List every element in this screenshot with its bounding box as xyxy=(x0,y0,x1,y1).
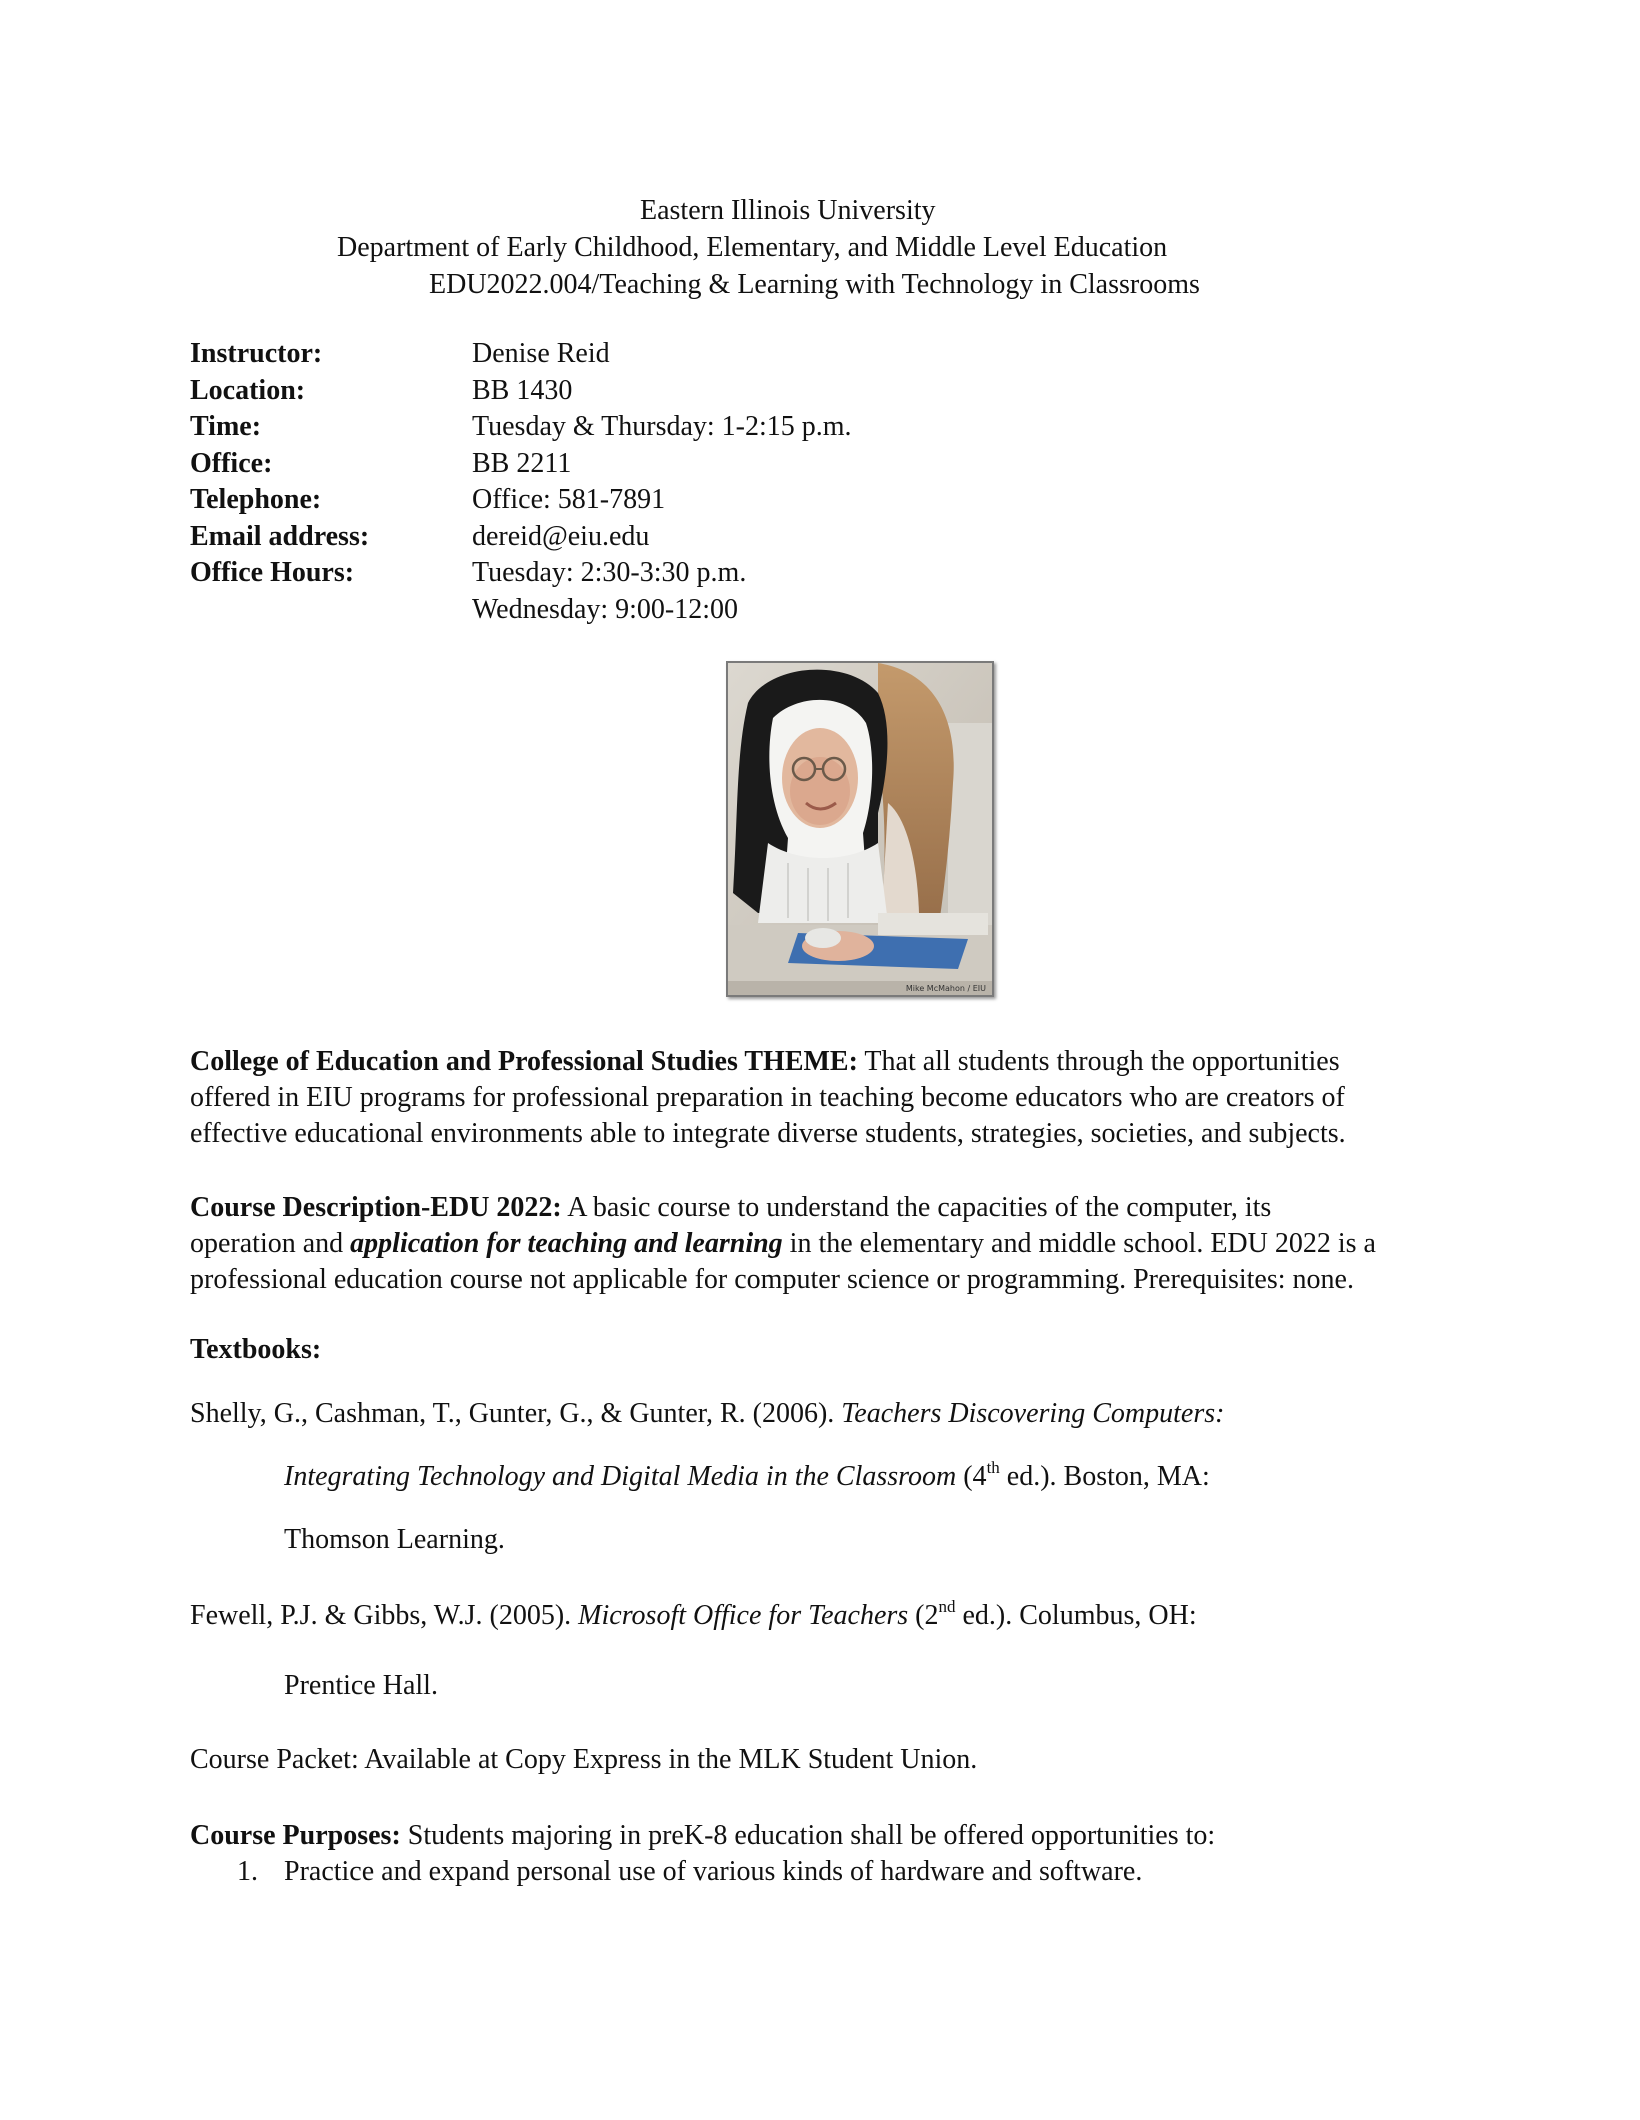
info-value: Tuesday & Thursday: 1-2:15 p.m. xyxy=(472,411,852,442)
info-label: Location: xyxy=(190,374,306,406)
info-row-telephone xyxy=(190,482,1290,519)
university-name: Eastern Illinois University xyxy=(640,195,936,226)
textbooks-heading xyxy=(190,1332,1540,1368)
ref-edition: ed.). Boston, MA: xyxy=(999,1461,1210,1492)
info-value: Office: 581-7891 xyxy=(472,484,666,515)
description-text: professional education course not applicable for computer science or programming. Prerequisites: none. xyxy=(190,1264,1354,1295)
info-row-instructor xyxy=(190,336,1290,373)
theme-text: offered in EIU programs for professional preparation in teaching become educators who are creators of xyxy=(190,1082,1345,1113)
college-theme xyxy=(190,1044,1540,1152)
ref-edition-sup: nd xyxy=(938,1596,956,1616)
department-name: Department of Early Childhood, Elementary, and Middle Level Education xyxy=(337,232,1168,263)
info-value: Tuesday: 2:30-3:30 p.m. xyxy=(472,557,747,588)
ref-edition-sup: th xyxy=(986,1457,1000,1477)
info-row-time xyxy=(190,409,1290,446)
textbook-reference-2 xyxy=(190,1598,1197,1634)
ref-edition: ed.). Columbus, OH: xyxy=(955,1600,1197,1631)
info-value: BB 2211 xyxy=(472,447,572,479)
info-row-office-hours-2 xyxy=(190,592,1290,629)
textbook-reference-1-cont xyxy=(284,1459,1210,1495)
info-label: Office Hours: xyxy=(190,557,355,588)
ref-title: Teachers Discovering Computers: xyxy=(841,1398,1225,1429)
course-purposes xyxy=(190,1818,1215,1854)
list-item xyxy=(237,1854,1142,1890)
description-heading: Course Description-EDU 2022: xyxy=(190,1192,562,1223)
description-text: operation and xyxy=(190,1228,351,1259)
textbook-reference-1 xyxy=(190,1396,1224,1432)
info-row-location xyxy=(190,373,1290,410)
info-label: Email address: xyxy=(190,520,370,552)
theme-text: effective educational environments able to integrate diverse students, strategies, societies, and subjects. xyxy=(190,1118,1346,1149)
course-info-table xyxy=(190,336,1290,628)
section-heading: Textbooks: xyxy=(190,1334,322,1365)
description-text: A basic course to understand the capacities of the computer, its xyxy=(561,1192,1272,1223)
info-row-office xyxy=(190,446,1290,483)
purposes-intro: Students majoring in preK-8 education shall be offered opportunities to: xyxy=(400,1820,1216,1851)
ref-title: Microsoft Office for Teachers xyxy=(578,1600,909,1631)
info-label: Instructor: xyxy=(190,338,323,369)
purposes-heading: Course Purposes: xyxy=(190,1820,401,1851)
ref-title: Integrating Technology and Digital Media in the Classroom xyxy=(284,1461,957,1492)
photo-illustration xyxy=(728,663,992,995)
textbook-reference-2-publisher: Prentice Hall. xyxy=(284,1670,438,1701)
photo-credit: Mike McMahon / EIU xyxy=(905,984,986,993)
course-packet: Course Packet: Available at Copy Express in the MLK Student Union. xyxy=(190,1744,978,1775)
course-description xyxy=(190,1190,1540,1298)
course-title: EDU2022.004/Teaching & Learning with Technology in Classrooms xyxy=(429,269,1200,300)
list-item-number: 1. xyxy=(237,1856,258,1887)
info-row-office-hours xyxy=(190,555,1290,592)
list-item-text: Practice and expand personal use of various kinds of hardware and software. xyxy=(284,1856,1143,1887)
info-label: Time: xyxy=(190,411,262,442)
ref-authors: Fewell, P.J. & Gibbs, W.J. (2005). xyxy=(190,1600,579,1631)
email-link[interactable]: dereid@eiu.edu xyxy=(472,520,650,552)
info-label: Telephone: xyxy=(190,484,322,515)
info-row-email xyxy=(190,519,1290,556)
info-value: Denise Reid xyxy=(472,338,610,369)
info-label xyxy=(190,592,472,629)
ref-edition: (4 xyxy=(956,1461,987,1492)
ref-edition: (2 xyxy=(908,1600,939,1631)
ref-authors: Shelly, G., Cashman, T., Gunter, G., & Gunter, R. (2006). xyxy=(190,1398,842,1429)
textbook-reference-1-publisher: Thomson Learning. xyxy=(284,1524,505,1555)
nun-at-computer-photo xyxy=(726,661,994,997)
description-text: in the elementary and middle school. EDU 2022 is a xyxy=(782,1228,1376,1259)
theme-text: That all students through the opportunities xyxy=(857,1046,1340,1077)
info-value: Wednesday: 9:00-12:00 xyxy=(472,593,739,625)
info-label: Office: xyxy=(190,447,273,479)
theme-heading: College of Education and Professional Studies THEME: xyxy=(190,1046,858,1077)
info-value: BB 1430 xyxy=(472,374,573,406)
description-emphasis: application for teaching and learning xyxy=(350,1228,783,1259)
